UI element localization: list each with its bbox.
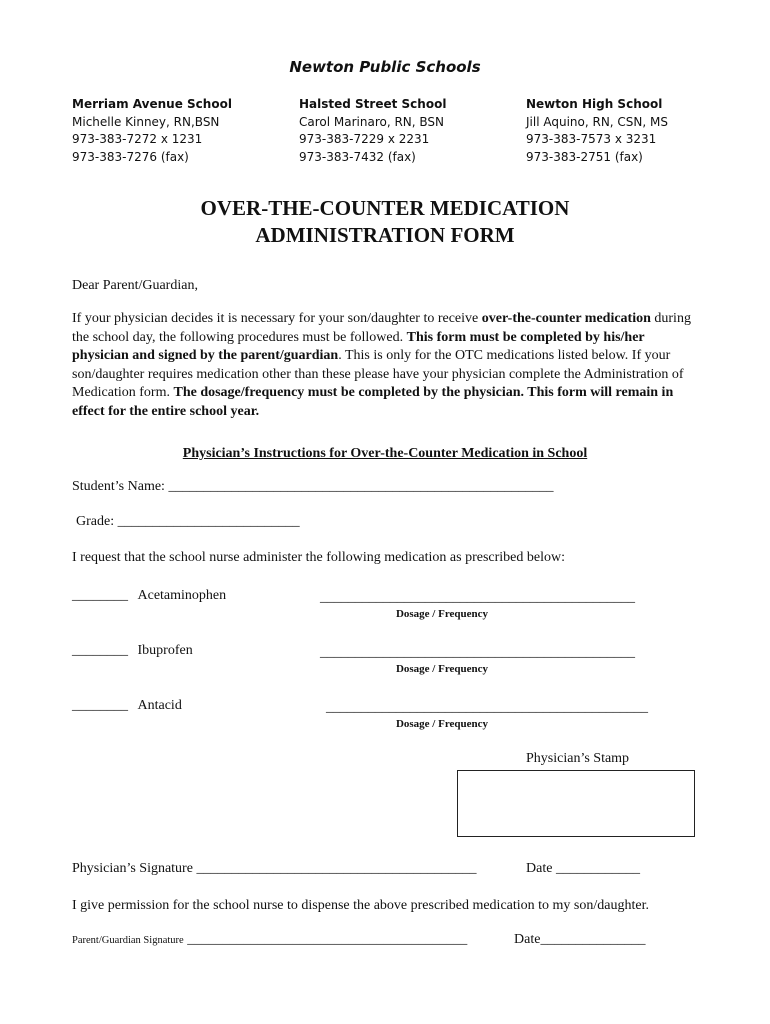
school-phone: 973-383-7229 x 2231 bbox=[299, 132, 430, 146]
dosage-caption: Dosage / Frequency bbox=[395, 608, 489, 620]
section-heading: Physician’s Instructions for Over-the-Counter Medication in School bbox=[182, 446, 588, 461]
body-segment-bold: The dosage/frequency must be completed by the physician. This form will remain in effect for the entire school year. bbox=[72, 385, 674, 419]
school-block-merriam bbox=[72, 96, 302, 166]
body-segment: during the school day, the following procedures must be followed. bbox=[72, 311, 691, 345]
form-title-line1: OVER-THE-COUNTER MEDICATION bbox=[200, 196, 570, 220]
school-block-newton-high bbox=[526, 96, 756, 166]
medication-row-antacid bbox=[72, 698, 182, 714]
school-nurse: Michelle Kinney, RN,BSN bbox=[72, 114, 220, 129]
school-block-halsted bbox=[299, 96, 529, 166]
grade-field[interactable]: __________________________ bbox=[117, 514, 300, 529]
date-label: Date bbox=[526, 861, 553, 876]
grade-row bbox=[76, 514, 300, 530]
school-nurse: Carol Marinaro, RN, BSN bbox=[299, 114, 445, 129]
school-fax: 973-383-7276 (fax) bbox=[72, 149, 189, 164]
student-name-label: Student’s Name: bbox=[72, 479, 165, 494]
medication-name: Acetaminophen bbox=[137, 588, 227, 603]
instructions-paragraph bbox=[72, 310, 692, 421]
request-text: I request that the school nurse administer the following medication as prescribed below: bbox=[72, 550, 565, 565]
physician-signature-field[interactable]: ________________________________________ bbox=[196, 861, 477, 876]
stamp-label: Physician’s Stamp bbox=[526, 751, 630, 766]
school-phone: 973-383-7573 x 3231 bbox=[526, 132, 657, 146]
parent-signature-field[interactable]: ________________________________________ bbox=[187, 932, 468, 947]
parent-signature-row bbox=[72, 932, 467, 948]
physician-signature-row bbox=[72, 861, 476, 877]
physician-signature-label: Physician’s Signature bbox=[72, 861, 193, 876]
medication-check-field[interactable]: ________ bbox=[72, 588, 128, 603]
school-nurse: Jill Aquino, RN, CSN, MS bbox=[526, 114, 669, 129]
school-name: Merriam Avenue School bbox=[72, 97, 232, 111]
parent-date-field[interactable]: _______________ bbox=[540, 932, 646, 947]
body-segment-bold: over-the-counter medication bbox=[481, 311, 651, 326]
medication-row-ibuprofen bbox=[72, 643, 193, 659]
medication-check-field[interactable]: ________ bbox=[72, 643, 128, 658]
school-name: Halsted Street School bbox=[299, 97, 447, 111]
school-phone: 973-383-7272 x 1231 bbox=[72, 132, 203, 146]
parent-signature-label: Parent/Guardian Signature bbox=[72, 935, 184, 946]
body-segment: . This is only for the OTC medications listed below. If your son/daughter requires medication other than these please have your physician complete the Administration of Medication form. bbox=[72, 348, 684, 400]
school-fax: 973-383-7432 (fax) bbox=[299, 149, 416, 164]
parent-date-row bbox=[514, 932, 645, 948]
salutation: Dear Parent/Guardian, bbox=[72, 278, 198, 293]
dosage-field[interactable]: ______________________________________________ bbox=[326, 700, 648, 715]
medication-name: Ibuprofen bbox=[137, 643, 193, 658]
form-title bbox=[0, 195, 770, 249]
dosage-caption: Dosage / Frequency bbox=[395, 718, 489, 730]
body-segment: If your physician decides it is necessary for your son/daughter to receive bbox=[72, 311, 482, 326]
student-name-field[interactable]: _______________________________________________________ bbox=[168, 479, 554, 494]
medication-row-acetaminophen bbox=[72, 588, 226, 604]
physician-stamp-box[interactable] bbox=[457, 770, 695, 837]
school-fax: 973-383-2751 (fax) bbox=[526, 149, 643, 164]
body-segment-bold: This form must be completed by his/her physician and signed by the parent/guardian bbox=[72, 329, 645, 363]
form-title-line2: ADMINISTRATION FORM bbox=[255, 223, 515, 247]
physician-date-field[interactable]: ____________ bbox=[555, 861, 640, 876]
district-title: Newton Public Schools bbox=[289, 58, 481, 76]
physician-date-row bbox=[526, 861, 640, 877]
permission-text: I give permission for the school nurse to dispense the above prescribed medication to my son/daughter. bbox=[72, 898, 649, 913]
dosage-caption: Dosage / Frequency bbox=[395, 663, 489, 675]
medication-name: Antacid bbox=[137, 698, 182, 713]
student-name-row bbox=[72, 479, 553, 495]
date-label: Date bbox=[514, 932, 541, 947]
dosage-field[interactable]: _____________________________________________ bbox=[320, 590, 635, 605]
school-name: Newton High School bbox=[526, 97, 663, 111]
medication-check-field[interactable]: ________ bbox=[72, 698, 128, 713]
grade-label: Grade: bbox=[76, 514, 115, 529]
dosage-field[interactable]: _____________________________________________ bbox=[320, 645, 635, 660]
